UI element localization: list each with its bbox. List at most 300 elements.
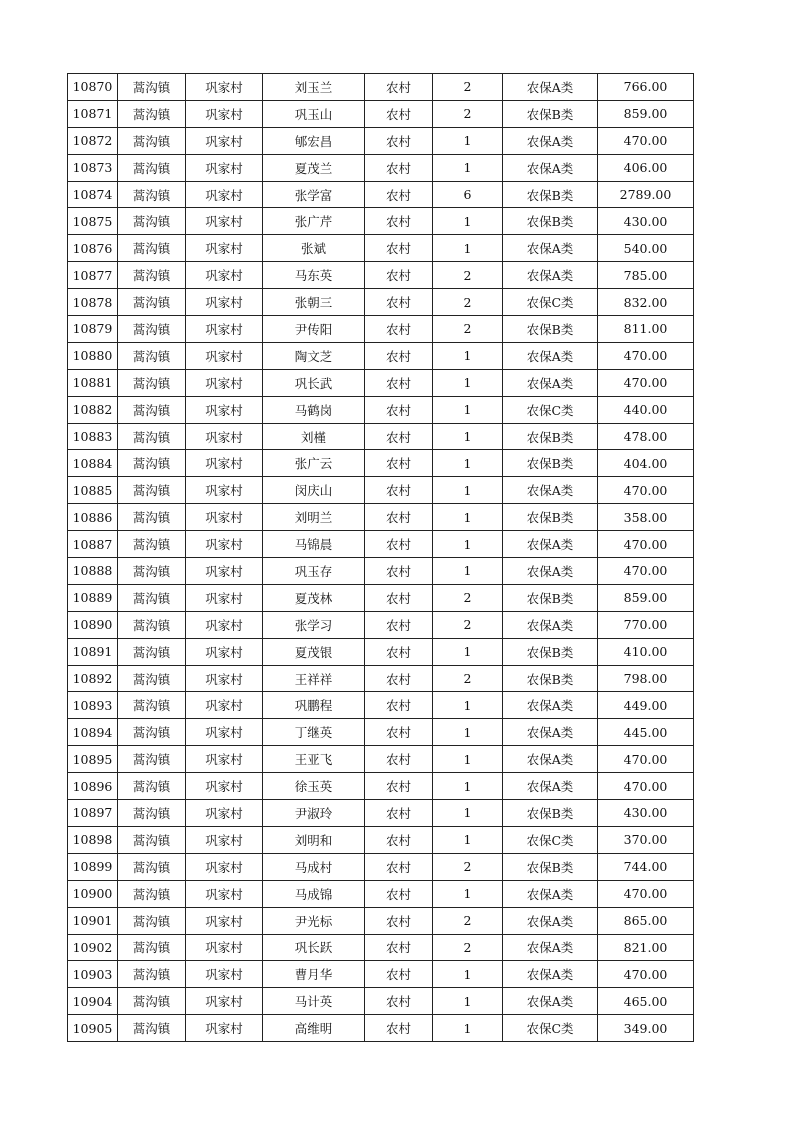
row-number-cell: 10872 — [68, 127, 118, 154]
amount-cell: 470.00 — [598, 369, 694, 396]
name-cell: 马锦晨 — [263, 531, 365, 558]
amount-cell: 470.00 — [598, 773, 694, 800]
area-type-cell: 农村 — [365, 181, 433, 208]
table-row — [68, 342, 694, 369]
town-cell: 蒿沟镇 — [118, 127, 186, 154]
insurance-category-cell: 农保C类 — [503, 289, 598, 316]
name-cell: 马东英 — [263, 262, 365, 289]
amount-cell: 478.00 — [598, 423, 694, 450]
village-cell: 巩家村 — [186, 934, 263, 961]
amount-cell: 859.00 — [598, 100, 694, 127]
name-cell: 尹光标 — [263, 907, 365, 934]
village-cell: 巩家村 — [186, 853, 263, 880]
table-row — [68, 100, 694, 127]
insurance-category-cell: 农保A类 — [503, 262, 598, 289]
town-cell: 蒿沟镇 — [118, 504, 186, 531]
row-number-cell: 10873 — [68, 154, 118, 181]
village-cell: 巩家村 — [186, 826, 263, 853]
area-type-cell: 农村 — [365, 262, 433, 289]
amount-cell: 785.00 — [598, 262, 694, 289]
name-cell: 夏茂兰 — [263, 154, 365, 181]
amount-cell: 470.00 — [598, 127, 694, 154]
village-cell: 巩家村 — [186, 154, 263, 181]
area-type-cell: 农村 — [365, 800, 433, 827]
amount-cell: 770.00 — [598, 611, 694, 638]
village-cell: 巩家村 — [186, 289, 263, 316]
household-size-cell: 2 — [433, 289, 503, 316]
name-cell: 马成村 — [263, 853, 365, 880]
household-size-cell: 1 — [433, 826, 503, 853]
row-number-cell: 10886 — [68, 504, 118, 531]
table-row — [68, 934, 694, 961]
row-number-cell: 10884 — [68, 450, 118, 477]
amount-cell: 470.00 — [598, 961, 694, 988]
row-number-cell: 10902 — [68, 934, 118, 961]
area-type-cell: 农村 — [365, 692, 433, 719]
insurance-category-cell: 农保A类 — [503, 235, 598, 262]
name-cell: 尹淑玲 — [263, 800, 365, 827]
insurance-category-cell: 农保A类 — [503, 746, 598, 773]
row-number-cell: 10890 — [68, 611, 118, 638]
town-cell: 蒿沟镇 — [118, 289, 186, 316]
household-size-cell: 6 — [433, 181, 503, 208]
row-number-cell: 10899 — [68, 853, 118, 880]
table-row — [68, 826, 694, 853]
amount-cell: 449.00 — [598, 692, 694, 719]
table-row — [68, 181, 694, 208]
row-number-cell: 10887 — [68, 531, 118, 558]
table-row — [68, 127, 694, 154]
amount-cell: 470.00 — [598, 342, 694, 369]
village-cell: 巩家村 — [186, 127, 263, 154]
row-number-cell: 10889 — [68, 584, 118, 611]
insurance-category-cell: 农保A类 — [503, 934, 598, 961]
area-type-cell: 农村 — [365, 396, 433, 423]
insurance-category-cell: 农保B类 — [503, 800, 598, 827]
name-cell: 夏茂林 — [263, 584, 365, 611]
household-size-cell: 1 — [433, 988, 503, 1015]
household-size-cell: 1 — [433, 208, 503, 235]
area-type-cell: 农村 — [365, 719, 433, 746]
area-type-cell: 农村 — [365, 1015, 433, 1042]
insurance-category-cell: 农保C类 — [503, 1015, 598, 1042]
name-cell: 高维明 — [263, 1015, 365, 1042]
insurance-category-cell: 农保A类 — [503, 369, 598, 396]
town-cell: 蒿沟镇 — [118, 907, 186, 934]
area-type-cell: 农村 — [365, 907, 433, 934]
row-number-cell: 10904 — [68, 988, 118, 1015]
household-size-cell: 1 — [433, 235, 503, 262]
name-cell: 王亚飞 — [263, 746, 365, 773]
amount-cell: 410.00 — [598, 638, 694, 665]
amount-cell: 470.00 — [598, 558, 694, 585]
area-type-cell: 农村 — [365, 665, 433, 692]
amount-cell: 358.00 — [598, 504, 694, 531]
table-row — [68, 719, 694, 746]
row-number-cell: 10883 — [68, 423, 118, 450]
household-size-cell: 2 — [433, 262, 503, 289]
household-size-cell: 1 — [433, 423, 503, 450]
town-cell: 蒿沟镇 — [118, 423, 186, 450]
household-size-cell: 1 — [433, 531, 503, 558]
table-row — [68, 880, 694, 907]
table-row — [68, 369, 694, 396]
area-type-cell: 农村 — [365, 423, 433, 450]
row-number-cell: 10892 — [68, 665, 118, 692]
amount-cell: 859.00 — [598, 584, 694, 611]
town-cell: 蒿沟镇 — [118, 800, 186, 827]
amount-cell: 430.00 — [598, 800, 694, 827]
table-row — [68, 665, 694, 692]
table-row — [68, 477, 694, 504]
household-size-cell: 1 — [433, 558, 503, 585]
row-number-cell: 10901 — [68, 907, 118, 934]
household-size-cell: 2 — [433, 611, 503, 638]
area-type-cell: 农村 — [365, 988, 433, 1015]
village-cell: 巩家村 — [186, 531, 263, 558]
area-type-cell: 农村 — [365, 853, 433, 880]
table-row — [68, 746, 694, 773]
household-size-cell: 1 — [433, 692, 503, 719]
name-cell: 郇宏昌 — [263, 127, 365, 154]
household-size-cell: 1 — [433, 773, 503, 800]
town-cell: 蒿沟镇 — [118, 665, 186, 692]
name-cell: 巩玉存 — [263, 558, 365, 585]
amount-cell: 832.00 — [598, 289, 694, 316]
amount-cell: 470.00 — [598, 880, 694, 907]
village-cell: 巩家村 — [186, 100, 263, 127]
insurance-category-cell: 农保A类 — [503, 558, 598, 585]
amount-cell: 404.00 — [598, 450, 694, 477]
table-row — [68, 450, 694, 477]
name-cell: 马鹤岗 — [263, 396, 365, 423]
area-type-cell: 农村 — [365, 638, 433, 665]
row-number-cell: 10885 — [68, 477, 118, 504]
town-cell: 蒿沟镇 — [118, 396, 186, 423]
insurance-category-cell: 农保A类 — [503, 74, 598, 101]
household-size-cell: 1 — [433, 504, 503, 531]
area-type-cell: 农村 — [365, 961, 433, 988]
insurance-category-cell: 农保B类 — [503, 208, 598, 235]
amount-cell: 540.00 — [598, 235, 694, 262]
village-cell: 巩家村 — [186, 1015, 263, 1042]
town-cell: 蒿沟镇 — [118, 531, 186, 558]
row-number-cell: 10874 — [68, 181, 118, 208]
table-row — [68, 558, 694, 585]
household-size-cell: 2 — [433, 907, 503, 934]
insurance-category-cell: 农保A类 — [503, 531, 598, 558]
row-number-cell: 10888 — [68, 558, 118, 585]
insurance-category-cell: 农保C类 — [503, 826, 598, 853]
area-type-cell: 农村 — [365, 826, 433, 853]
name-cell: 丁继英 — [263, 719, 365, 746]
area-type-cell: 农村 — [365, 316, 433, 343]
area-type-cell: 农村 — [365, 504, 433, 531]
village-cell: 巩家村 — [186, 961, 263, 988]
name-cell: 马成锦 — [263, 880, 365, 907]
area-type-cell: 农村 — [365, 934, 433, 961]
row-number-cell: 10903 — [68, 961, 118, 988]
amount-cell: 470.00 — [598, 746, 694, 773]
village-cell: 巩家村 — [186, 208, 263, 235]
row-number-cell: 10894 — [68, 719, 118, 746]
name-cell: 刘玉兰 — [263, 74, 365, 101]
insurance-category-cell: 农保B类 — [503, 638, 598, 665]
village-cell: 巩家村 — [186, 262, 263, 289]
town-cell: 蒿沟镇 — [118, 611, 186, 638]
household-size-cell: 1 — [433, 638, 503, 665]
table-row — [68, 289, 694, 316]
amount-cell: 465.00 — [598, 988, 694, 1015]
table-row — [68, 853, 694, 880]
row-number-cell: 10877 — [68, 262, 118, 289]
household-size-cell: 2 — [433, 100, 503, 127]
row-number-cell: 10881 — [68, 369, 118, 396]
town-cell: 蒿沟镇 — [118, 154, 186, 181]
insurance-category-cell: 农保B类 — [503, 450, 598, 477]
table-row — [68, 638, 694, 665]
insurance-category-cell: 农保A类 — [503, 611, 598, 638]
town-cell: 蒿沟镇 — [118, 74, 186, 101]
table-row — [68, 262, 694, 289]
name-cell: 张广芹 — [263, 208, 365, 235]
village-cell: 巩家村 — [186, 988, 263, 1015]
town-cell: 蒿沟镇 — [118, 826, 186, 853]
household-size-cell: 1 — [433, 396, 503, 423]
town-cell: 蒿沟镇 — [118, 961, 186, 988]
row-number-cell: 10895 — [68, 746, 118, 773]
town-cell: 蒿沟镇 — [118, 746, 186, 773]
town-cell: 蒿沟镇 — [118, 369, 186, 396]
insurance-category-cell: 农保B类 — [503, 316, 598, 343]
amount-cell: 445.00 — [598, 719, 694, 746]
area-type-cell: 农村 — [365, 235, 433, 262]
insurance-category-cell: 农保A类 — [503, 692, 598, 719]
area-type-cell: 农村 — [365, 880, 433, 907]
area-type-cell: 农村 — [365, 450, 433, 477]
village-cell: 巩家村 — [186, 880, 263, 907]
insurance-category-cell: 农保C类 — [503, 396, 598, 423]
table-row — [68, 154, 694, 181]
name-cell: 刘槿 — [263, 423, 365, 450]
ledger-body — [68, 74, 694, 1042]
row-number-cell: 10891 — [68, 638, 118, 665]
household-size-cell: 2 — [433, 316, 503, 343]
household-size-cell: 1 — [433, 746, 503, 773]
table-row — [68, 74, 694, 101]
name-cell: 曹月华 — [263, 961, 365, 988]
town-cell: 蒿沟镇 — [118, 853, 186, 880]
town-cell: 蒿沟镇 — [118, 638, 186, 665]
village-cell: 巩家村 — [186, 907, 263, 934]
table-row — [68, 423, 694, 450]
area-type-cell: 农村 — [365, 773, 433, 800]
amount-cell: 798.00 — [598, 665, 694, 692]
village-cell: 巩家村 — [186, 504, 263, 531]
town-cell: 蒿沟镇 — [118, 558, 186, 585]
table-row — [68, 773, 694, 800]
row-number-cell: 10876 — [68, 235, 118, 262]
village-cell: 巩家村 — [186, 611, 263, 638]
area-type-cell: 农村 — [365, 74, 433, 101]
town-cell: 蒿沟镇 — [118, 342, 186, 369]
insurance-category-cell: 农保A类 — [503, 907, 598, 934]
household-size-cell: 2 — [433, 584, 503, 611]
name-cell: 闵庆山 — [263, 477, 365, 504]
name-cell: 巩鹏程 — [263, 692, 365, 719]
village-cell: 巩家村 — [186, 181, 263, 208]
household-size-cell: 1 — [433, 800, 503, 827]
area-type-cell: 农村 — [365, 100, 433, 127]
amount-cell: 430.00 — [598, 208, 694, 235]
amount-cell: 440.00 — [598, 396, 694, 423]
town-cell: 蒿沟镇 — [118, 450, 186, 477]
row-number-cell: 10878 — [68, 289, 118, 316]
town-cell: 蒿沟镇 — [118, 719, 186, 746]
area-type-cell: 农村 — [365, 127, 433, 154]
table-row — [68, 692, 694, 719]
table-row — [68, 316, 694, 343]
village-cell: 巩家村 — [186, 450, 263, 477]
name-cell: 徐玉英 — [263, 773, 365, 800]
insurance-category-cell: 农保A类 — [503, 477, 598, 504]
table-row — [68, 396, 694, 423]
insurance-category-cell: 农保A类 — [503, 342, 598, 369]
insurance-category-cell: 农保B类 — [503, 423, 598, 450]
insurance-category-cell: 农保A类 — [503, 154, 598, 181]
household-size-cell: 1 — [433, 719, 503, 746]
area-type-cell: 农村 — [365, 342, 433, 369]
name-cell: 巩长跃 — [263, 934, 365, 961]
table-row — [68, 584, 694, 611]
table-row — [68, 1015, 694, 1042]
town-cell: 蒿沟镇 — [118, 100, 186, 127]
name-cell: 张学习 — [263, 611, 365, 638]
village-cell: 巩家村 — [186, 74, 263, 101]
table-row — [68, 235, 694, 262]
village-cell: 巩家村 — [186, 423, 263, 450]
town-cell: 蒿沟镇 — [118, 934, 186, 961]
village-cell: 巩家村 — [186, 773, 263, 800]
village-cell: 巩家村 — [186, 800, 263, 827]
village-cell: 巩家村 — [186, 316, 263, 343]
amount-cell: 349.00 — [598, 1015, 694, 1042]
table-row — [68, 961, 694, 988]
area-type-cell: 农村 — [365, 369, 433, 396]
village-cell: 巩家村 — [186, 665, 263, 692]
insurance-category-cell: 农保B类 — [503, 584, 598, 611]
area-type-cell: 农村 — [365, 477, 433, 504]
insurance-category-cell: 农保B类 — [503, 504, 598, 531]
insurance-category-cell: 农保A类 — [503, 988, 598, 1015]
amount-cell: 470.00 — [598, 477, 694, 504]
household-size-cell: 2 — [433, 665, 503, 692]
town-cell: 蒿沟镇 — [118, 773, 186, 800]
area-type-cell: 农村 — [365, 208, 433, 235]
table-row — [68, 504, 694, 531]
insurance-category-cell: 农保B类 — [503, 181, 598, 208]
household-size-cell: 1 — [433, 154, 503, 181]
town-cell: 蒿沟镇 — [118, 181, 186, 208]
amount-cell: 766.00 — [598, 74, 694, 101]
town-cell: 蒿沟镇 — [118, 316, 186, 343]
amount-cell: 744.00 — [598, 853, 694, 880]
household-size-cell: 2 — [433, 74, 503, 101]
household-size-cell: 1 — [433, 127, 503, 154]
name-cell: 巩玉山 — [263, 100, 365, 127]
household-size-cell: 1 — [433, 1015, 503, 1042]
name-cell: 刘明兰 — [263, 504, 365, 531]
amount-cell: 811.00 — [598, 316, 694, 343]
insurance-category-cell: 农保B类 — [503, 665, 598, 692]
area-type-cell: 农村 — [365, 611, 433, 638]
area-type-cell: 农村 — [365, 154, 433, 181]
table-row — [68, 800, 694, 827]
village-cell: 巩家村 — [186, 235, 263, 262]
name-cell: 巩长武 — [263, 369, 365, 396]
household-size-cell: 1 — [433, 450, 503, 477]
town-cell: 蒿沟镇 — [118, 208, 186, 235]
insurance-category-cell: 农保A类 — [503, 719, 598, 746]
area-type-cell: 农村 — [365, 746, 433, 773]
name-cell: 尹传阳 — [263, 316, 365, 343]
insurance-category-cell: 农保B类 — [503, 853, 598, 880]
village-cell: 巩家村 — [186, 719, 263, 746]
town-cell: 蒿沟镇 — [118, 880, 186, 907]
row-number-cell: 10880 — [68, 342, 118, 369]
row-number-cell: 10879 — [68, 316, 118, 343]
village-cell: 巩家村 — [186, 369, 263, 396]
name-cell: 张学富 — [263, 181, 365, 208]
amount-cell: 865.00 — [598, 907, 694, 934]
name-cell: 王祥祥 — [263, 665, 365, 692]
household-size-cell: 2 — [433, 853, 503, 880]
insurance-category-cell: 农保A类 — [503, 127, 598, 154]
amount-cell: 2789.00 — [598, 181, 694, 208]
household-size-cell: 1 — [433, 961, 503, 988]
village-cell: 巩家村 — [186, 342, 263, 369]
name-cell: 夏茂银 — [263, 638, 365, 665]
row-number-cell: 10871 — [68, 100, 118, 127]
name-cell: 陶文芝 — [263, 342, 365, 369]
area-type-cell: 农村 — [365, 531, 433, 558]
household-size-cell: 1 — [433, 369, 503, 396]
ledger-table — [67, 73, 694, 1042]
village-cell: 巩家村 — [186, 477, 263, 504]
table-row — [68, 531, 694, 558]
town-cell: 蒿沟镇 — [118, 692, 186, 719]
area-type-cell: 农村 — [365, 584, 433, 611]
amount-cell: 470.00 — [598, 531, 694, 558]
town-cell: 蒿沟镇 — [118, 584, 186, 611]
area-type-cell: 农村 — [365, 289, 433, 316]
row-number-cell: 10893 — [68, 692, 118, 719]
row-number-cell: 10900 — [68, 880, 118, 907]
row-number-cell: 10905 — [68, 1015, 118, 1042]
village-cell: 巩家村 — [186, 396, 263, 423]
table-row — [68, 208, 694, 235]
name-cell: 马计英 — [263, 988, 365, 1015]
town-cell: 蒿沟镇 — [118, 477, 186, 504]
household-size-cell: 1 — [433, 477, 503, 504]
amount-cell: 370.00 — [598, 826, 694, 853]
household-size-cell: 2 — [433, 934, 503, 961]
village-cell: 巩家村 — [186, 584, 263, 611]
row-number-cell: 10898 — [68, 826, 118, 853]
town-cell: 蒿沟镇 — [118, 1015, 186, 1042]
row-number-cell: 10875 — [68, 208, 118, 235]
household-size-cell: 1 — [433, 342, 503, 369]
